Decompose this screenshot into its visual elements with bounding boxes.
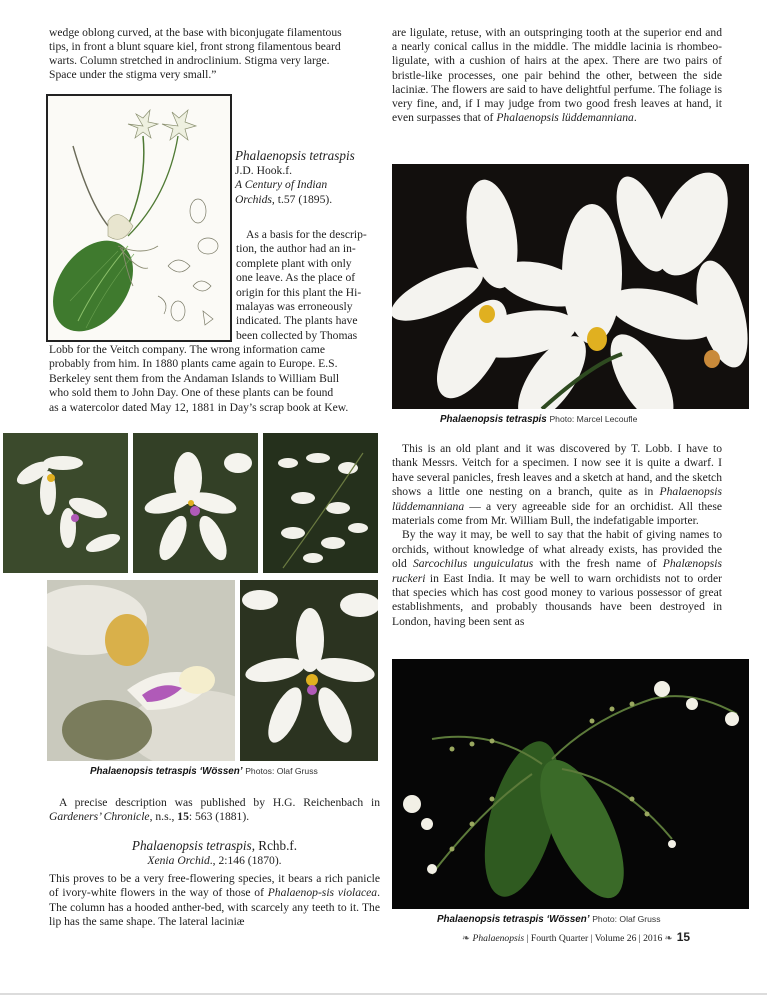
orchid-plant-photo <box>392 659 749 909</box>
photo-right-1 <box>392 164 749 409</box>
work-line <box>235 193 385 207</box>
description-paragraph-1 <box>236 228 380 343</box>
caption-species: Phalaenopsis tetraspis <box>440 414 547 425</box>
text-line: warts. Column stretched in androclinium. Stigma very large. <box>49 54 330 67</box>
bottom-rule <box>0 993 767 995</box>
botanical-illustration <box>46 94 232 342</box>
photo-grid-3 <box>263 433 378 573</box>
reichenbach-paragraph <box>49 796 380 825</box>
text-line: who sold them to John Day. One of these plants can be found <box>49 386 334 400</box>
caption-credit: Photos: Olaf Gruss <box>245 766 318 776</box>
orchid-photo <box>133 433 258 573</box>
volume-number: 15 <box>177 810 189 824</box>
italic-species: Phalaenop-sis violacea <box>267 886 378 900</box>
illustrated-flower <box>128 110 158 138</box>
work-ref: ., 2:146 (1870). <box>209 854 282 867</box>
orchid-photo <box>3 433 128 573</box>
text-run: with the fresh name of <box>533 557 663 571</box>
author-line: J.D. Hook.f. <box>235 164 293 177</box>
text-line: one leave. As the place of <box>236 271 356 285</box>
text-line: tion, the author had an in- <box>236 242 356 256</box>
text-line: complete plant with only <box>236 256 352 270</box>
text-run: A precise description was published by H.G. Reichenbach in <box>59 796 380 809</box>
photo-grid-caption <box>90 766 318 777</box>
text-run: This proves to be a very free-flowering species, it bears a rich panicle of ivory-white flowers in the way of those of <box>49 872 380 900</box>
footer-issue: | Fourth Quarter | Volume 26 | 2016 <box>524 933 665 944</box>
paragraph-text <box>49 872 380 930</box>
paragraph-text <box>49 796 380 825</box>
text-line: Lobb for the Veitch company. The wrong information came <box>49 343 326 356</box>
text-run: . The column has a hooded anther-bed, with scarcely any teeth to it. The lip has the same shape. The lateral laciniæ <box>49 886 380 929</box>
paragraph-text <box>392 26 722 125</box>
text-run: This is an old plant and it was discovered by T. Lobb. I have to thank Messrs. Veitch for a specimen. I now see it is quite a dwarf. I have several panicles, fresh leaves and a sketch at hand, and the sketch shows a little one nesting on a branch, quite as in <box>392 442 722 499</box>
orchid-photo <box>240 580 378 761</box>
text-line: tips, in front a blunt square kiel, front strong filamentous beard <box>49 40 341 53</box>
italic-species: Phalaenopsis lüddemanniana <box>392 485 722 513</box>
page-footer <box>462 930 690 944</box>
text-run: By the way it may, be well to say that the habit of giving names to orchids, without knowledge of what already exists, has provided the old <box>392 528 722 571</box>
text-line: Space under the stigma very small.” <box>49 68 217 81</box>
photo-grid-2 <box>133 433 258 573</box>
paragraph-text <box>392 442 722 528</box>
citation-block-1 <box>235 148 385 207</box>
text-line: As a basis for the descrip- <box>246 228 367 241</box>
text-run: are ligulate, retuse, with an outspringing tooth at the superior end and a nearly conical callus in the middle. The middle lacinia is rhombeo-ligulate, with a cushion of hairs at the apex. There are two pairs of bristle-like processes, one pair behind the other, between the side laciniæ. The flowers are said to have delightful perfume. The foliage is very fine, and, if I may judge from two good fresh leaves at hand, it even surpasses that of <box>392 26 722 125</box>
illustration-drawing <box>48 96 230 340</box>
right-top-paragraph <box>392 26 722 125</box>
work-line <box>49 854 380 868</box>
work-title: Xenia Orchid <box>147 854 210 867</box>
photo-grid-1 <box>3 433 128 573</box>
footer-journal: Phalaenopsis <box>472 933 525 944</box>
leaf-ornament-icon: ❧ <box>462 933 471 944</box>
photo-right-1-caption <box>440 414 637 425</box>
citation-block-2 <box>49 838 380 868</box>
paragraph-text <box>392 528 722 629</box>
species-name-text: Phalaenopsis tetraspis <box>235 148 355 163</box>
caption-credit: Photo: Marcel Lecoufle <box>549 414 638 424</box>
caption-credit: Photo: Olaf Gruss <box>592 914 661 924</box>
journal-title: Gardeners’ Chronicle <box>49 810 150 824</box>
italic-species: Sarcochilus unguiculatus <box>412 557 534 571</box>
photo-grid-5 <box>240 580 378 761</box>
photo-right-2-caption <box>437 914 661 925</box>
orchid-closeup-photo <box>47 580 235 761</box>
species-name: Phalaenopsis tetraspis <box>131 838 252 853</box>
text-line: malayas was erroneously <box>236 300 353 314</box>
text-line: been collected by Thomas <box>236 328 358 342</box>
photo-grid-4 <box>47 580 235 761</box>
text-run: . <box>633 111 637 125</box>
italic-species: Phalaenopsis lüddemanniana <box>496 111 634 125</box>
orchid-photo <box>263 433 378 573</box>
work-line <box>235 178 385 192</box>
text-line: wedge oblong curved, at the base with biconjugate filamentous <box>49 26 342 39</box>
illustrated-flower <box>162 110 196 140</box>
caption-species: Phalaenopsis tetraspis ‘Wössen’ <box>437 914 590 925</box>
text-run: , n.s., <box>149 810 178 824</box>
italic-species: Phalænopsis ruckeri <box>392 557 723 585</box>
text-line: probably from him. In 1880 plants came again to Europe. E.S. <box>49 357 338 371</box>
text-run: in East India. It may be well to warn orchidists not to order that species which has cost good money to various possessor of great establishments, and probably thousands have been destroyed in London, having been sent as <box>392 571 722 628</box>
text-line: origin for this plant the Hi- <box>236 285 362 299</box>
text-run: : 563 (1881). <box>188 810 250 824</box>
orchid-flowers-photo <box>392 164 749 409</box>
text-line: indicated. The plants have <box>236 314 358 328</box>
page-number: 15 <box>676 930 691 944</box>
description-paragraph-1-cont <box>49 343 380 415</box>
text-run: — a very agreeable side for an orchidist. All these materials come from Mr. William Bull, the indefatigable importer. <box>392 499 722 528</box>
leaf-ornament-icon: ❧ <box>664 933 673 944</box>
left-top-paragraph <box>49 26 380 82</box>
author-name: , Rchb.f. <box>251 838 298 853</box>
work-title: A Century of Indian <box>235 178 328 192</box>
work-title: Orchids, <box>235 192 275 206</box>
text-line: Berkeley sent them from the Andaman Islands to William Bull <box>49 371 340 385</box>
photo-right-2 <box>392 659 749 909</box>
text-line: as a watercolor dated May 12, 1881 in Day’s scrap book at Kew. <box>49 400 349 414</box>
right-middle-paragraphs <box>392 442 722 629</box>
species-name <box>235 148 385 164</box>
work-ref: t.57 (1895). <box>274 192 333 206</box>
species-line <box>49 838 380 854</box>
description-paragraph-2 <box>49 872 380 930</box>
caption-species: Phalaenopsis tetraspis ‘Wössen’ <box>90 766 243 777</box>
